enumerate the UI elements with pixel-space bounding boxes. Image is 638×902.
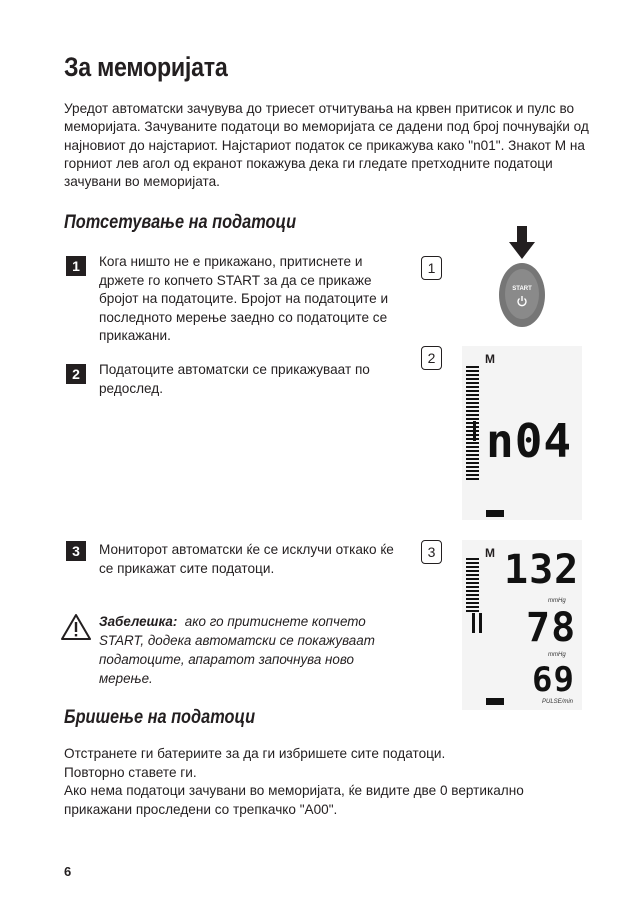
warning-icon	[60, 613, 92, 641]
section-heading-recall: Потсетување на податоци	[64, 212, 297, 233]
deletion-instructions	[64, 745, 594, 819]
step-text-3: Мониторот автоматски ќе се исклучи откако ќе се прикажат сите податоци.	[99, 542, 394, 576]
deletion-line-1: Отстранете ги батериите за да ги избришете сите податоци.	[64, 746, 446, 761]
step-number-1: 1	[66, 256, 86, 276]
note-label: Забелешка:	[99, 614, 178, 629]
note-paragraph	[99, 612, 389, 688]
memory-number-readout: n04	[486, 414, 573, 468]
indicator-bar	[479, 613, 482, 633]
battery-icon	[486, 698, 504, 705]
figure-label-2: 2	[421, 346, 442, 370]
step-number-2: 2	[66, 364, 86, 384]
battery-icon	[486, 510, 504, 517]
page-number: 6	[64, 864, 72, 879]
systolic-unit: mmHg	[548, 598, 566, 604]
figure-label-3: 3	[421, 540, 442, 564]
page-title: За меморијата	[64, 52, 228, 82]
pulse-unit: PULSE/min	[542, 699, 574, 705]
start-button	[499, 263, 545, 327]
systolic-value: 132	[504, 547, 580, 593]
lcd-display-2	[462, 346, 582, 520]
diastolic-value: 78	[526, 605, 577, 651]
power-icon	[516, 295, 528, 307]
step-text-1: Кога ништо не е прикажано, притиснете и држете го копчето START за да се прикаже бројот на податоците. Бројот на податоците и последното мерење заедно со податоците се прикажани.	[99, 254, 389, 343]
arrow-down-icon	[508, 226, 536, 260]
note-text: ако го притиснете копчето START, додека автоматски се покажуваат податоците, апаратот започнува ново мерење.	[99, 614, 375, 686]
indicator-bar	[473, 421, 476, 441]
indicator-bar	[472, 613, 475, 633]
diastolic-unit: mmHg	[548, 652, 566, 658]
start-button-label: START	[512, 286, 532, 292]
lcd-display-3	[462, 540, 582, 710]
section-heading-delete: Бришење на податоци	[64, 707, 256, 728]
figure-label-1: 1	[421, 256, 442, 280]
pressure-scale-icon	[462, 552, 480, 702]
memory-symbol: M	[485, 352, 495, 366]
memory-symbol: M	[485, 546, 495, 560]
deletion-line-2: Повторно ставете ги.	[64, 764, 197, 780]
deletion-line-3: Ако нема податоци зачувани во меморијата, ќе видите две 0 вертикално прикажани проследени со трепкачко "A00".	[64, 783, 524, 817]
pulse-value: 69	[532, 660, 575, 700]
pressure-scale-icon	[462, 360, 480, 510]
step-text-2: Податоците автоматски се прикажуваат по редослед.	[99, 362, 370, 396]
intro-paragraph: Уредот автоматски зачувува до триесет отчитувања на крвен притисок и пулс во меморијата. Зачуваните податоци во меморијата се дадени под број почнувајќи од најновиот до најстариот. Најстариот податок се прикажува како "n01". Знакот M на горниот лев агол од екранот покажува дека ги гледате претходните податоци зачувани во меморијата.	[64, 101, 589, 190]
step-number-3: 3	[66, 541, 86, 561]
